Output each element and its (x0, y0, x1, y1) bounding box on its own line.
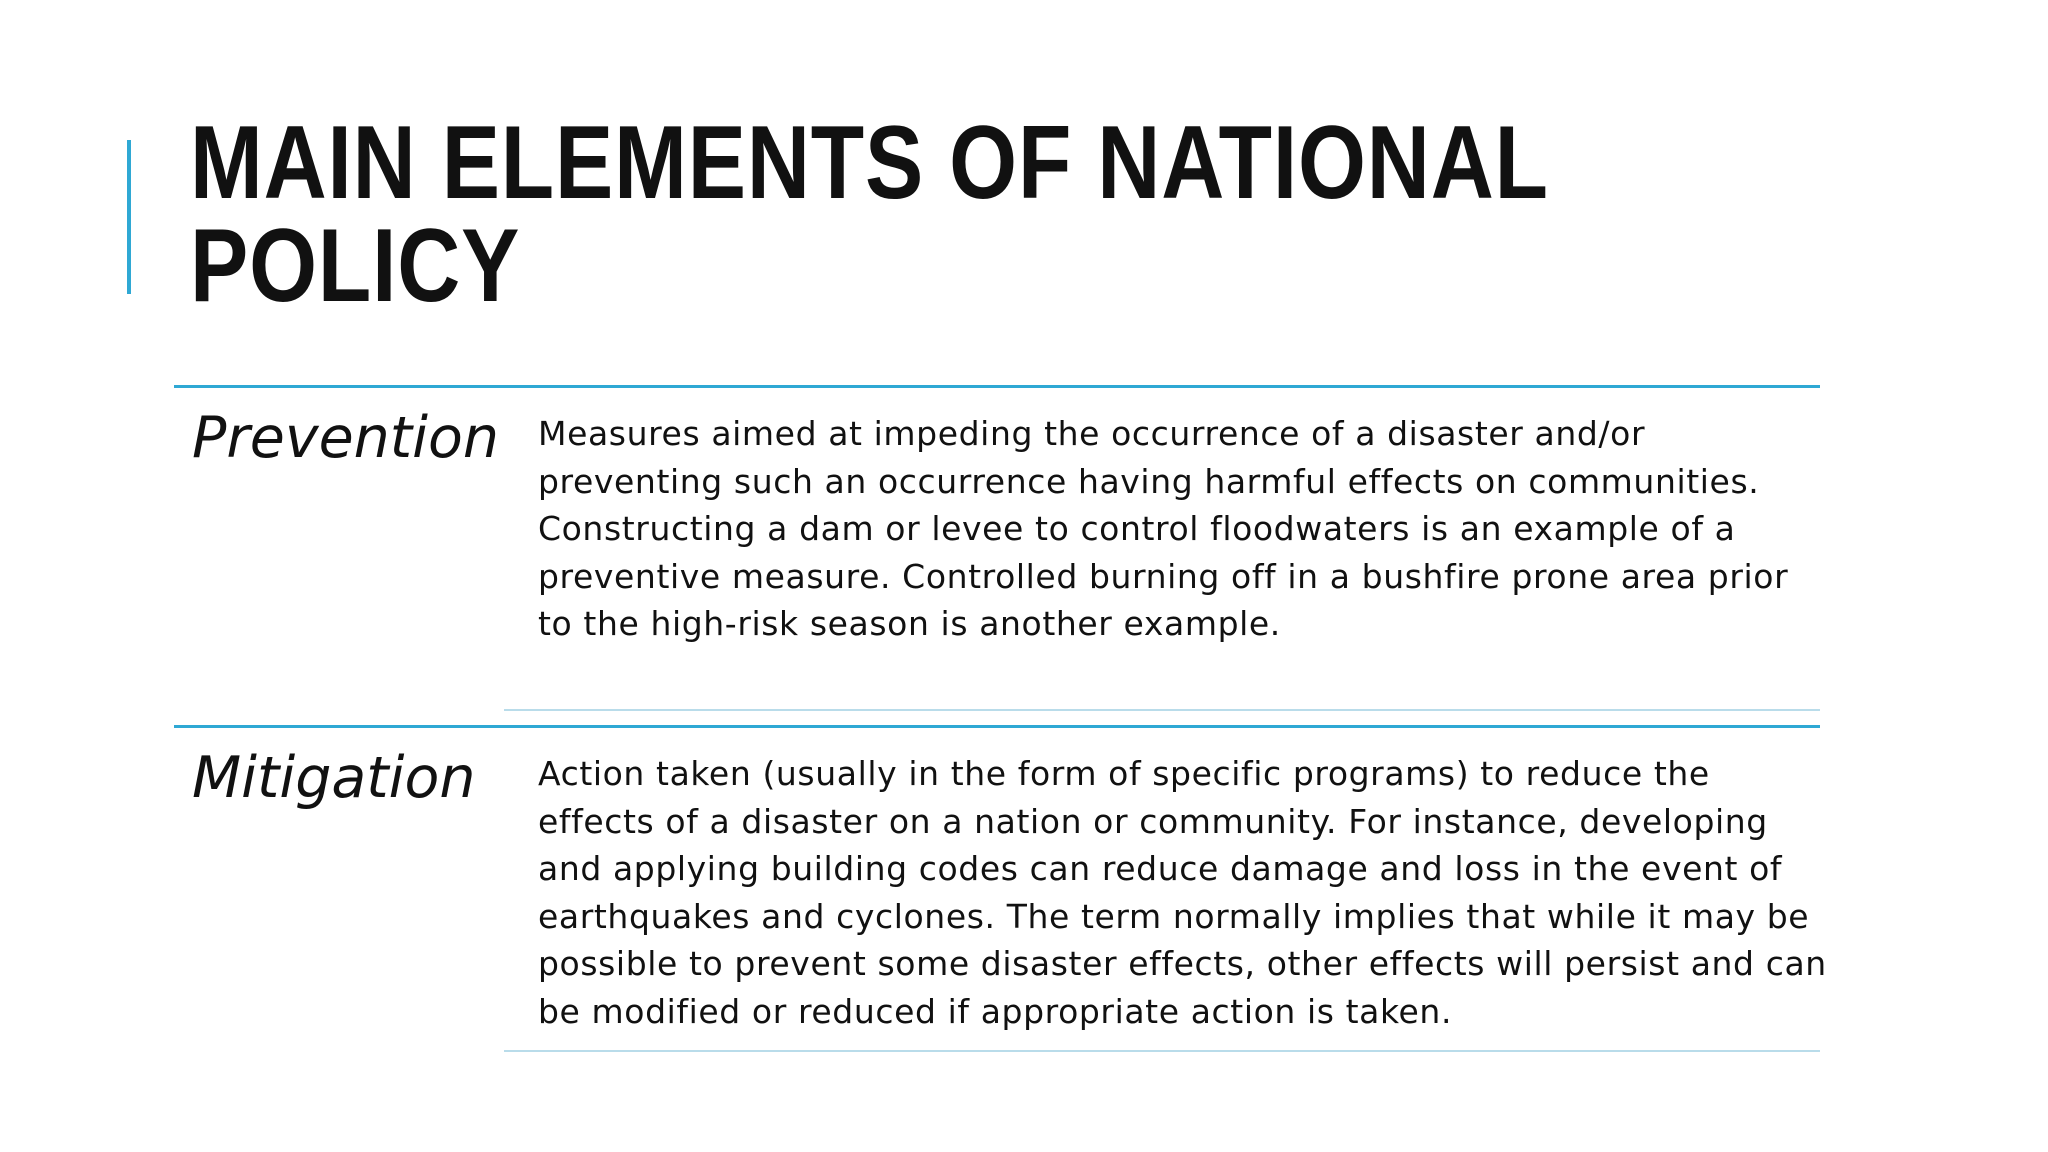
term-prevention: Prevention (192, 405, 499, 471)
term-mitigation: Mitigation (192, 745, 476, 811)
table-section-rule (174, 725, 1820, 728)
row-divider (504, 709, 1820, 711)
slide-title: MAIN ELEMENTS OF NATIONAL POLICY (190, 105, 1548, 324)
title-accent-bar (127, 140, 131, 294)
definition-mitigation: Action taken (usually in the form of specific programs) to reduce the effects of a disaster on a nation or community. For instance, developing and applying building codes can reduce damage and loss in the event of earthquakes and cyclones. The term normally implies that while it may be possible to prevent some disaster effects, other effects will persist and can be modified or reduced if appropriate action is taken. (538, 754, 1827, 1031)
table-bottom-rule (504, 1050, 1820, 1052)
table-top-rule (174, 385, 1820, 388)
definition-prevention: Measures aimed at impeding the occurrence of a disaster and/or preventing such an occurrence having harmful effects on communities. Constructing a dam or levee to control floodwaters is an example of a preventive measure. Controlled burning off in a bushfire prone area prior to the high-risk season is another example. (538, 414, 1789, 643)
